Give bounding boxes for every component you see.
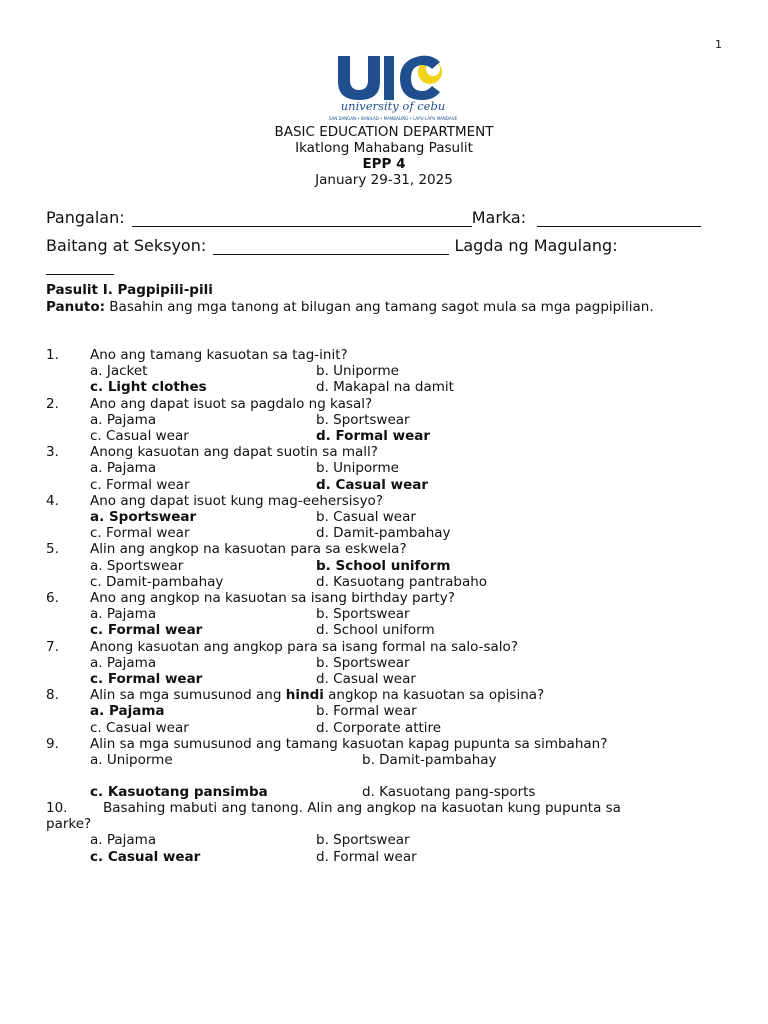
option-d: d. Kasuotang pantrabaho — [316, 573, 488, 590]
instructions-label: Panuto: — [46, 299, 105, 315]
option-b: b. Damit-pambahay — [362, 752, 497, 768]
question-number: 1. — [46, 347, 59, 363]
option-d: d. Corporate attire — [316, 719, 442, 736]
department-title: BASIC EDUCATION DEPARTMENT — [274, 124, 494, 140]
option-d: d. School uniform — [316, 622, 435, 639]
question-text — [90, 687, 544, 703]
option-d: d. Kasuotang pang-sports — [362, 784, 536, 801]
option-a: a. Pajama — [90, 411, 157, 428]
option-c: c. Damit-pambahay — [90, 573, 224, 590]
page-number: 1 — [715, 38, 722, 51]
option-d: d. Formal wear — [316, 428, 430, 444]
subject-title: EPP 4 — [362, 156, 406, 172]
option-d: d. Formal wear — [316, 848, 417, 865]
question-number: 2. — [46, 395, 59, 412]
question-text: Ano ang tamang kasuotan sa tag-init? — [90, 347, 348, 363]
question-text: Alin ang angkop na kasuotan para sa eskwela? — [90, 541, 407, 558]
option-c: c. Casual wear — [90, 428, 189, 444]
university-logo — [322, 48, 464, 122]
option-a: a. Pajama — [90, 460, 157, 477]
question-text: Ano ang angkop na kasuotan sa isang birthday party? — [90, 590, 455, 606]
option-b: b. Uniporme — [316, 363, 399, 380]
svg-text:SAN DANGAN • BANILAD • MAMBALI: SAN DANGAN • BANILAD • MAMBALING • LAPU-LAPU MANDAUE — [328, 116, 458, 121]
option-c: c. Casual wear — [90, 719, 189, 736]
question-text: Anong kasuotan ang angkop para sa isang formal na salo-salo? — [90, 638, 518, 655]
grade-label: Marka: — [471, 208, 527, 227]
name-field — [46, 208, 701, 227]
option-a: a. Pajama — [90, 703, 165, 720]
grade-blank[interactable] — [537, 209, 701, 227]
instructions-text: Basahin ang mga tanong at bilugan ang tamang sagot mula sa mga pagpipilian. — [105, 299, 654, 315]
question-text: Alin sa mga sumusunod ang tamang kasuotan kapag pupunta sa simbahan? — [90, 735, 608, 752]
question-text: Anong kasuotan ang dapat suotin sa mall? — [90, 444, 378, 461]
option-c: c. Formal wear — [90, 622, 203, 639]
question-text: Ano ang dapat isuot kung mag-eehersisyo? — [90, 492, 383, 509]
instructions — [46, 299, 726, 315]
option-b: b. Sportswear — [316, 654, 410, 671]
option-a: a. Sportswear — [90, 509, 197, 525]
section-blank[interactable] — [213, 237, 449, 255]
test-title: Pasulit I. Pagpipili-pili — [46, 282, 213, 298]
option-b: b. Sportswear — [316, 606, 410, 623]
option-a: a. Sportswear — [90, 557, 184, 574]
question-number: 5. — [46, 541, 59, 558]
question-number: 3. — [46, 444, 59, 461]
option-a: a. Pajama — [90, 832, 157, 849]
question-text-part: angkop na kasuotan sa opisina? — [323, 687, 545, 704]
option-a: a. Pajama — [90, 606, 157, 623]
section-field — [46, 236, 618, 255]
question-text: Basahing mabuti ang tanong. Alin ang angkop na kasuotan kung pupunta sa — [103, 800, 621, 816]
option-c: c. Formal wear — [90, 525, 190, 542]
option-c: c. Kasuotang pansimba — [90, 784, 268, 801]
option-d: d. Damit-pambahay — [316, 525, 451, 542]
option-a: a. Jacket — [90, 363, 148, 380]
question-number: 9. — [46, 735, 59, 752]
name-blank[interactable] — [132, 209, 472, 227]
option-b: b. Casual wear — [316, 509, 416, 525]
option-a: a. Uniporme — [90, 752, 173, 768]
option-b: b. Uniporme — [316, 460, 399, 477]
option-b: b. Sportswear — [316, 411, 410, 428]
exam-date: January 29-31, 2025 — [315, 172, 453, 188]
question-number: 4. — [46, 492, 59, 509]
question-text-part: Alin sa mga sumusunod ang — [90, 687, 286, 704]
option-d: d. Casual wear — [316, 671, 416, 687]
name-label: Pangalan: — [46, 208, 125, 227]
option-b: b. Formal wear — [316, 703, 417, 720]
question-number: 6. — [46, 590, 59, 606]
option-c: c. Formal wear — [90, 671, 203, 687]
parent-signature-label: Lagda ng Magulang: — [454, 236, 618, 255]
question-number: 7. — [46, 638, 59, 655]
option-b: b. School uniform — [316, 557, 451, 574]
option-b: b. Sportswear — [316, 832, 410, 849]
section-label: Baitang at Seksyon: — [46, 236, 207, 255]
parent-signature-field — [46, 256, 114, 275]
question-number: 8. — [46, 687, 59, 704]
question-text: Ano ang dapat isuot sa pagdalo ng kasal? — [90, 395, 373, 412]
option-d: d. Casual wear — [316, 476, 428, 493]
question-number: 10. — [46, 800, 68, 816]
option-c: c. Formal wear — [90, 476, 190, 493]
svg-text:university of cebu: university of cebu — [340, 99, 446, 113]
question-emphasis: hindi — [285, 687, 324, 704]
option-c: c. Light clothes — [90, 379, 207, 396]
option-c: c. Casual wear — [90, 848, 201, 865]
option-a: a. Pajama — [90, 654, 157, 671]
exam-title: Ikatlong Mahabang Pasulit — [295, 140, 473, 156]
option-d: d. Makapal na damit — [316, 379, 454, 396]
question-text-continued: parke? — [46, 816, 92, 833]
parent-signature-blank[interactable] — [46, 257, 114, 275]
